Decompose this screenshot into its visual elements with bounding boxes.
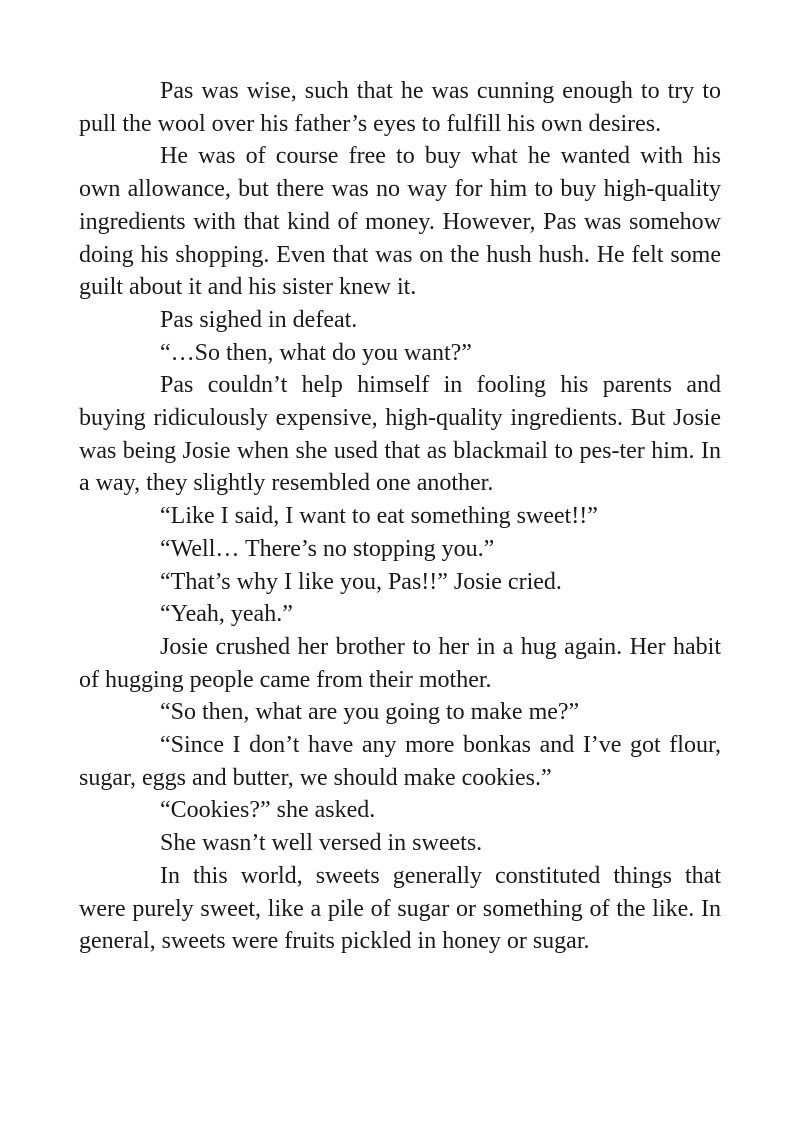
- page-body: [79, 75, 721, 958]
- paragraph: “Like I said, I want to eat something sweet!!”: [160, 503, 598, 530]
- paragraph: “…So then, what do you want?”: [160, 339, 472, 366]
- paragraph: “Yeah, yeah.”: [160, 601, 293, 628]
- paragraph: She wasn’t well versed in sweets.: [160, 830, 483, 857]
- paragraph: “That’s why I like you, Pas!!” Josie cried.: [160, 568, 562, 595]
- paragraph: He was of course free to buy what he wanted with his own allowance, but there was no way for him to buy high-quality ingredients with that kind of money. However, Pas was somehow doing his shopping. Even that was on the hush hush. He felt some guilt about it and his sister knew it.: [79, 143, 721, 301]
- paragraph: Pas sighed in defeat.: [160, 306, 358, 333]
- paragraph: “So then, what are you going to make me?”: [160, 699, 580, 726]
- paragraph: Josie crushed her brother to her in a hug again. Her habit of hugging people came from their mother.: [79, 633, 721, 693]
- paragraph: “Since I don’t have any more bonkas and I’ve got flour, sugar, eggs and butter, we should make cookies.”: [79, 732, 721, 791]
- paragraph: “Well… There’s no stopping you.”: [160, 535, 495, 562]
- paragraph: In this world, sweets generally constituted things that were purely sweet, like a pile of sugar or something of the like. In general, sweets were fruits pickled in honey or sugar.: [79, 862, 721, 955]
- paragraph: “Cookies?” she asked.: [160, 797, 376, 824]
- paragraph: Pas was wise, such that he was cunning enough to try to pull the wool over his father’s eyes to fulfill his own desires.: [79, 78, 721, 137]
- paragraph: Pas couldn’t help himself in fooling his parents and buying ridiculously expensive, high-quality ingredients. But Josie was being Josie when she used that as blackmail to pes-ter him. In a way, they slightly resembled one another.: [79, 372, 721, 497]
